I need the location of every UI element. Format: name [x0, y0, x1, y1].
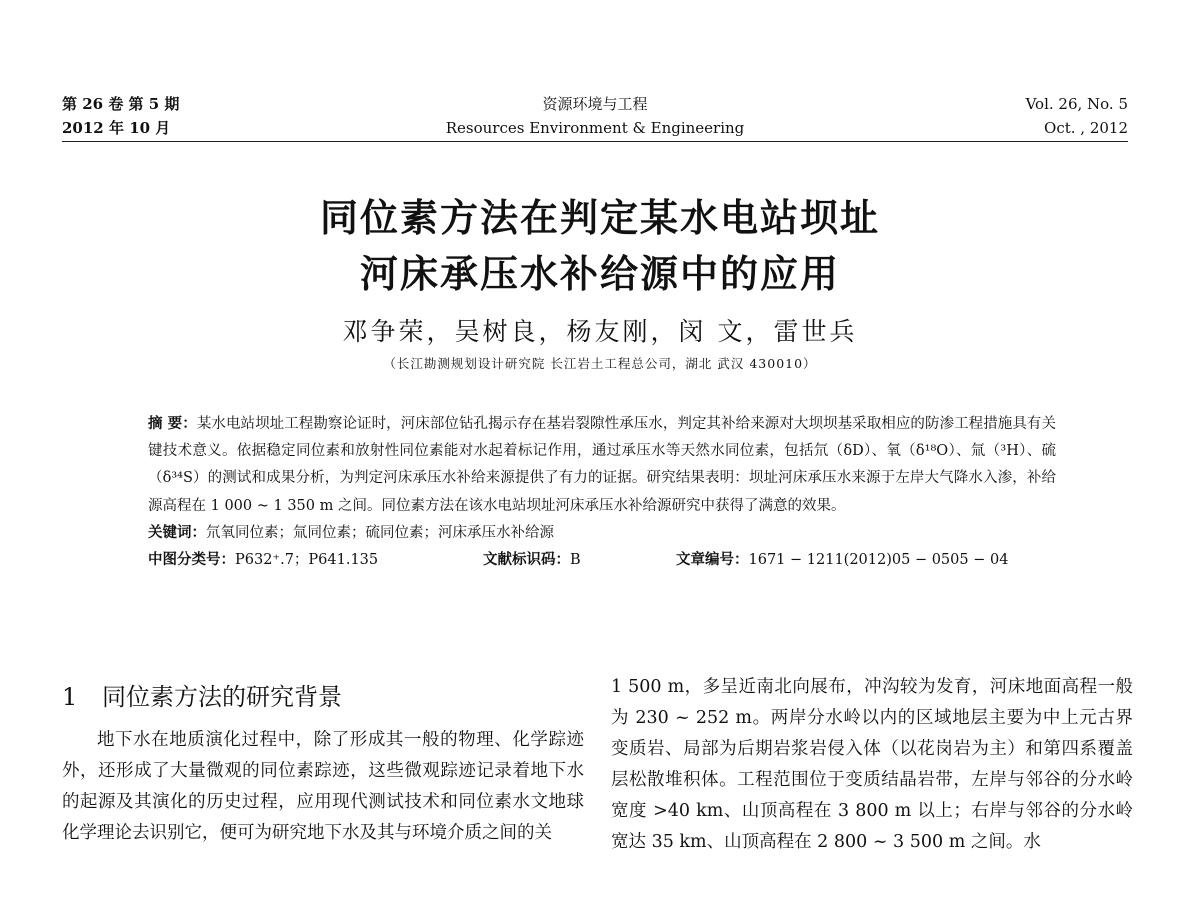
- abstract-text: 某水电站坝址工程勘察论证时，河床部位钻孔揭示存在基岩裂隙性承压水，判定其补给来源对大坝坝基采取相应的防渗工程措施具有关键技术意义。依据稳定同位素和放射性同位素能对水起着标记作用，通过承压水等天然水同位素，包括氘（δD）、氧（δ¹⁸O）、氚（³H）、硫（δ³⁴S）的测试和成果分析，为判定河床承压水补给来源提供了有力的证据。研究结果表明：坝址河床承压水来源于左岸大气降水入渗，补给源高程在 1 000 ~ 1 350 m 之间。同位素方法在该水电站坝址河床承压水补给源研究中获得了满意的效果。: [148, 416, 1056, 514]
- journal-name: [62, 92, 1128, 140]
- keywords-line: [148, 520, 1056, 547]
- abstract-block: [148, 411, 1056, 574]
- date-line: 2012 年 10 月: [62, 119, 171, 137]
- journal-name-en: Resources Environment & Engineering: [445, 119, 745, 137]
- journal-header: [62, 92, 1128, 142]
- affiliation: （长江勘测规划设计研究院 长江岩土工程总公司，湖北 武汉 430010）: [383, 356, 817, 371]
- volume-issue-line: 第 26 卷 第 5 期: [62, 95, 180, 113]
- clc-value: P632⁺.7；P641.135: [235, 552, 379, 569]
- left-column: [62, 672, 584, 849]
- doc-code-label: 文献标识码：: [483, 552, 570, 569]
- section-number: 1: [62, 683, 78, 711]
- header-rule: [62, 141, 1128, 142]
- section-title: 同位素方法的研究背景: [102, 683, 342, 711]
- date-en-line: Oct. , 2012: [1044, 119, 1128, 137]
- abstract-paragraph: [148, 411, 1056, 520]
- author-list: 邓争荣，吴树良，杨友刚，闵 文，雷世兵: [342, 317, 858, 346]
- keywords-label: 关键词：: [148, 524, 206, 541]
- doc-code-value: B: [570, 552, 581, 569]
- clc-label: 中图分类号：: [148, 552, 235, 569]
- paper-title-line-2: 河床承压水补给源中的应用: [359, 252, 840, 296]
- doc-code-segment: [483, 547, 676, 574]
- article-number-segment: [676, 547, 1008, 574]
- section-heading: [62, 677, 584, 717]
- body-paragraph-left: 地下水在地质演化过程中，除了形成其一般的物理、化学踪迹外，还形成了大量微观的同位素踪迹，这些微观踪迹记录着地下水的起源及其演化的历史过程，应用现代测试技术和同位素水文地球化学理论去识别它，便可为研究地下水及其与环境介质之间的关: [62, 730, 584, 843]
- right-column: [611, 672, 1133, 858]
- journal-name-cn: 资源环境与工程: [542, 95, 648, 113]
- abstract-label: 摘 要：: [148, 416, 197, 432]
- volume-issue-en: [1026, 92, 1128, 140]
- body-paragraph-right: 1 500 m，多呈近南北向展布，冲沟较为发育，河床地面高程一般为 230 ~ 252 m。两岸分水岭以内的区域地层主要为中上元古界变质岩、局部为后期岩浆岩侵入体（以花岗岩为主）和第四系覆盖层松散堆积体。工程范围位于变质结晶岩带，左岸与邻谷的分水岭宽度 >40 km、山顶高程在 3 800 m 以上；右岸与邻谷的分水岭宽达 35 km、山顶高程在 2 800 ~ 3 500 m 之间。水: [611, 677, 1133, 852]
- volume-issue-en-line: Vol. 26, No. 5: [1025, 95, 1128, 113]
- keywords-text: 氘氧同位素；氚同位素；硫同位素；河床承压水补给源: [206, 524, 554, 541]
- article-number-value: 1671 − 1211(2012)05 − 0505 − 04: [748, 552, 1009, 569]
- classification-line: [148, 547, 1056, 574]
- clc-segment: [148, 547, 483, 574]
- article-number-label: 文章编号：: [676, 552, 749, 569]
- paper-title-line-1: 同位素方法在判定某水电站坝址: [319, 196, 880, 240]
